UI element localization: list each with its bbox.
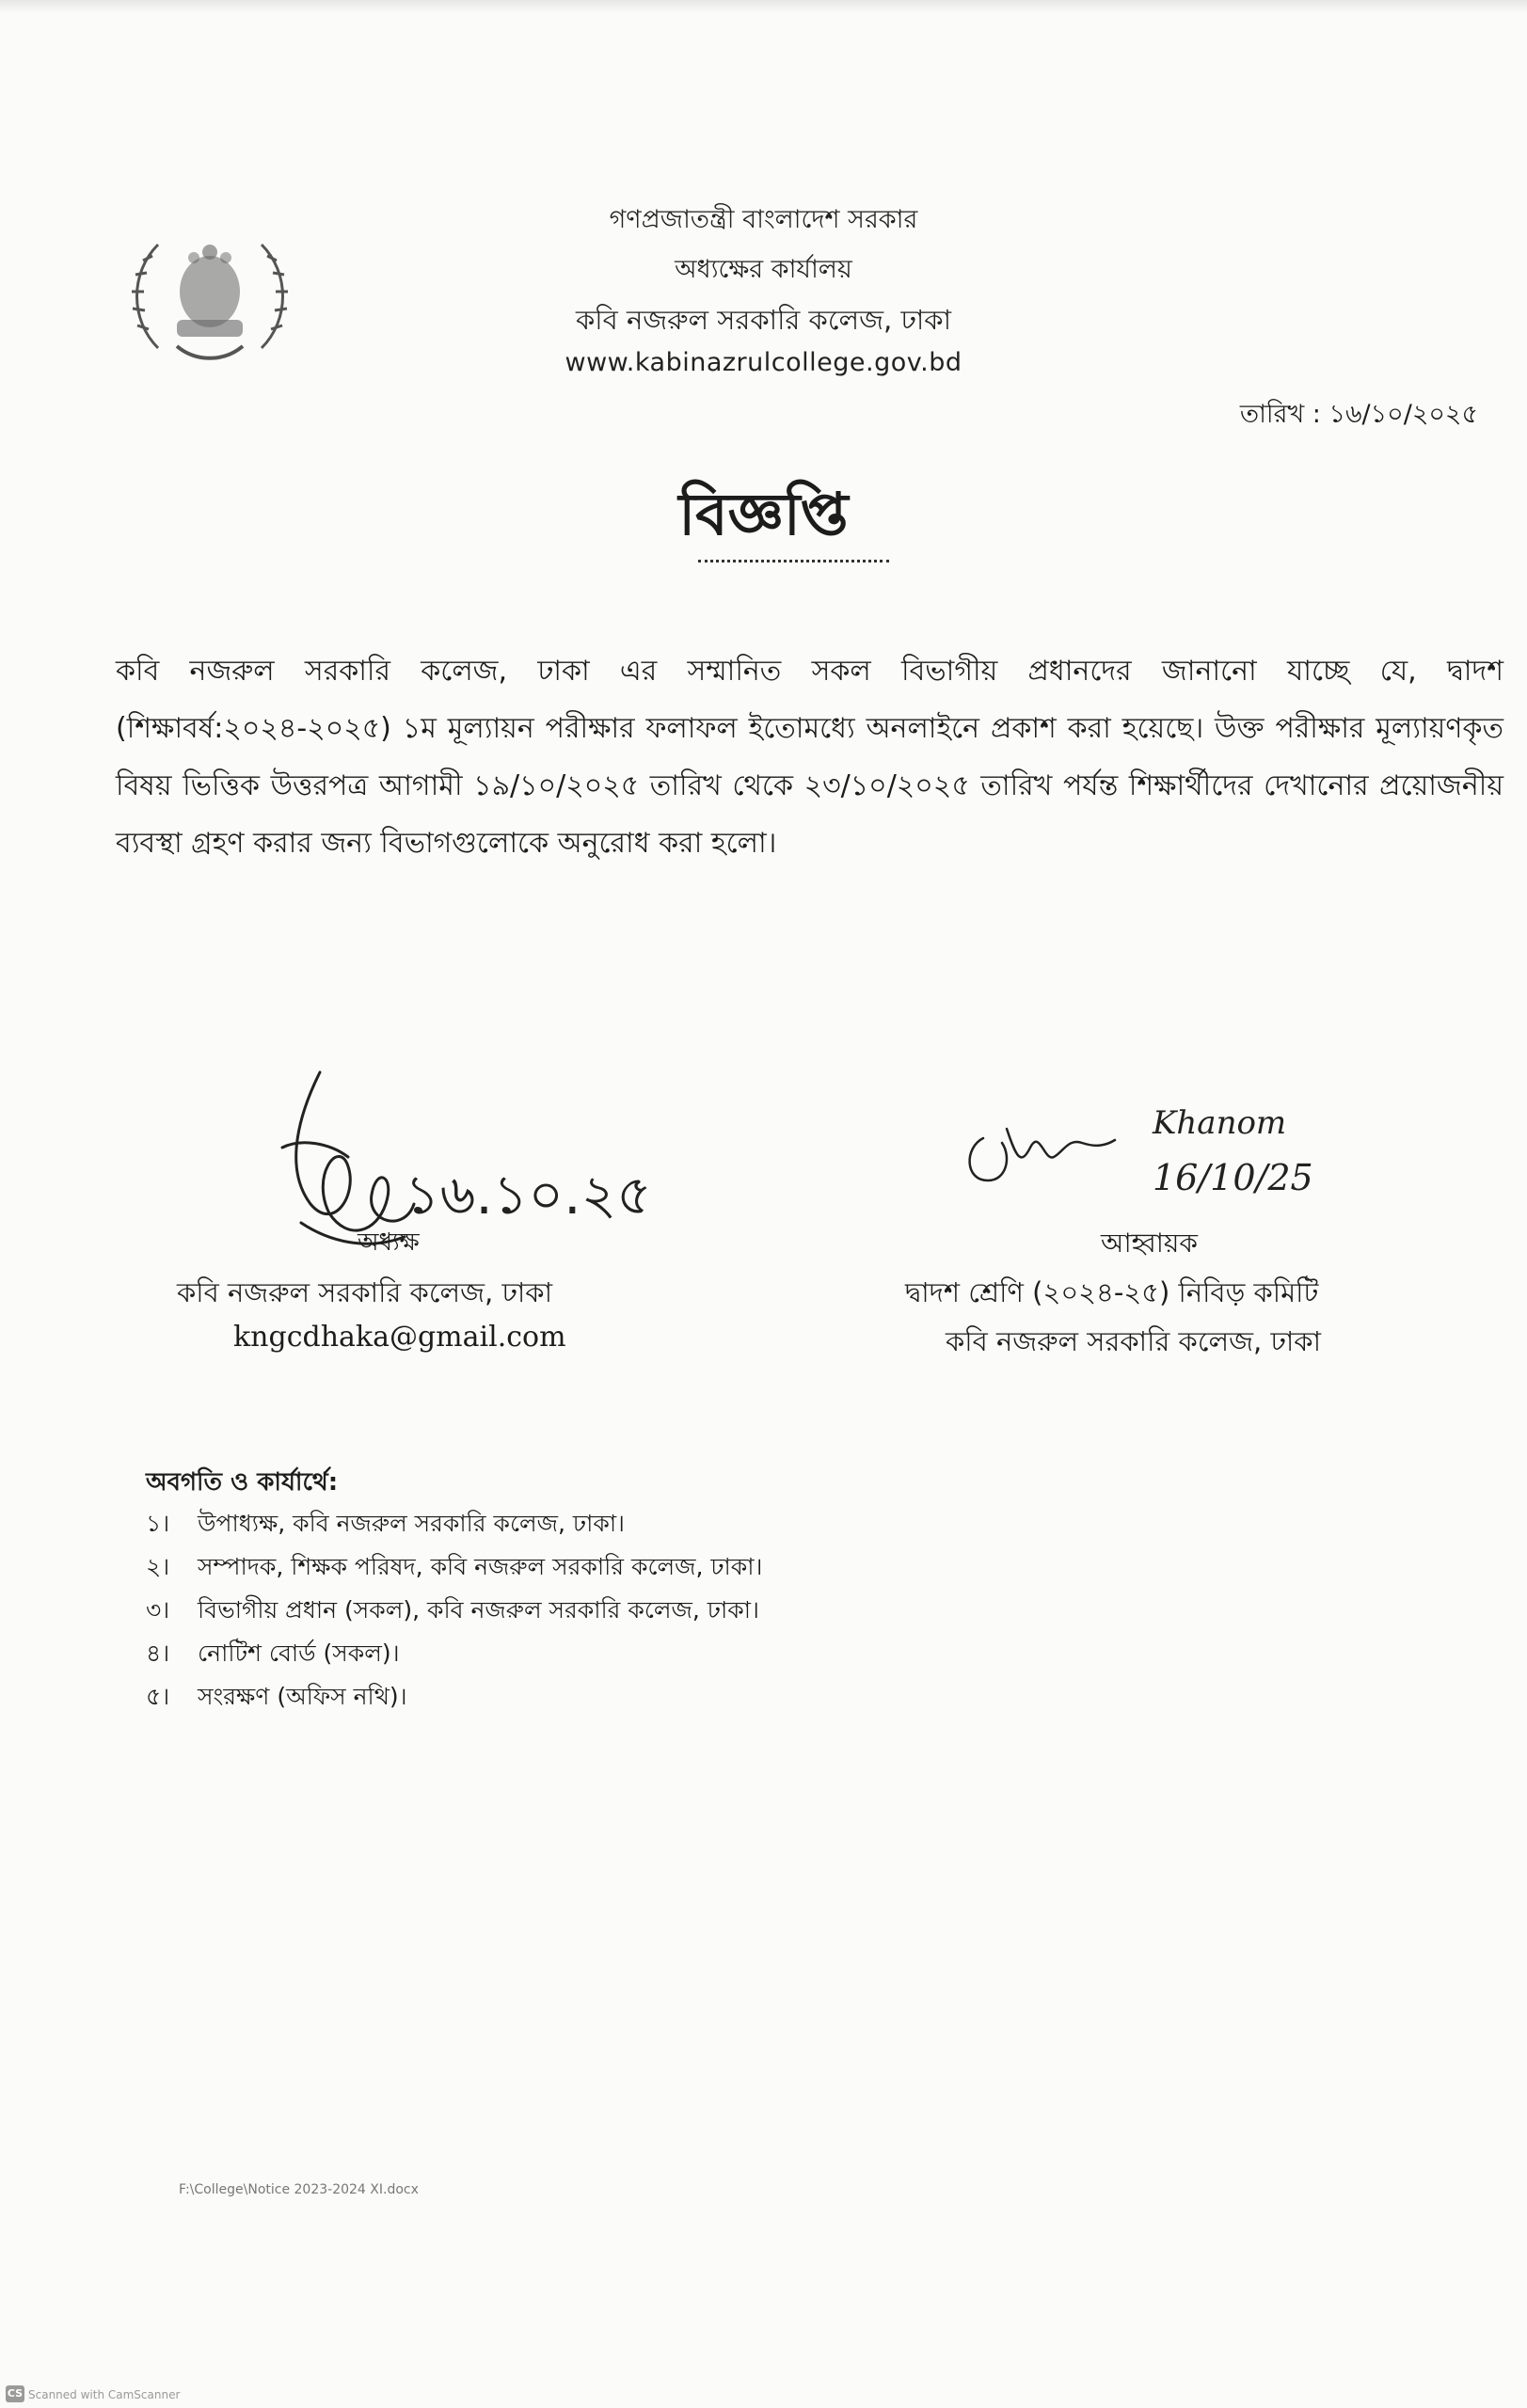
cc-heading: অবগতি ও কার্যার্থে: [146, 1468, 339, 1497]
scanner-watermark: Scanned with CamScanner [28, 2388, 181, 2401]
list-item: ২। সম্পাদক, শিক্ষক পরিষদ, কবি নজরুল সরকারি কলেজ, ঢাকা। [146, 1553, 763, 1580]
cc-list [146, 1505, 762, 1721]
convener-signature [955, 1091, 1425, 1223]
website-link[interactable]: www.kabinazrulcollege.gov.bd [565, 348, 962, 377]
list-item: ৩। বিভাগীয় প্রধান (সকল), কবি নজরুল সরকারি কলেজ, ঢাকা। [146, 1596, 759, 1624]
college-name: কবি নজরুল সরকারি কলেজ, ঢাকা [576, 304, 951, 336]
principal-signature-date: ১৬.১০.২৫ [405, 1163, 652, 1227]
convener-signature-date: 16/10/25 [1153, 1157, 1313, 1198]
principal-org: কবি নজরুল সরকারি কলেজ, ঢাকা [177, 1276, 552, 1308]
camscanner-logo-icon: CS [6, 2385, 24, 2402]
convener-committee: দ্বাদশ শ্রেণি (২০২৪-২৫) নিবিড় কমিটি [905, 1276, 1319, 1308]
government-name: গণপ্রজাতন্ত্রী বাংলাদেশ সরকার [609, 205, 918, 234]
file-path-footer: F:\College\Notice 2023-2024 XI.docx [179, 2182, 419, 2197]
title-underline [698, 560, 889, 562]
office-name: অধ্যক্ষের কার্যালয় [675, 255, 852, 284]
principal-signature [245, 1054, 734, 1270]
page-title: বিজ্ঞপ্তি [678, 480, 849, 548]
list-item: ১। উপাধ্যক্ষ, কবি নজরুল সরকারি কলেজ, ঢাকা। [146, 1510, 626, 1537]
convener-title: আহ্বায়ক [1101, 1228, 1199, 1259]
list-item: ৫। সংরক্ষণ (অফিস নথি)। [146, 1683, 407, 1710]
notice-body: কবি নজরুল সরকারি কলেজ, ঢাকা এর সম্মানিত সকল বিভাগীয় প্রধানদের জানানো যাচ্ছে যে, দ্বাদশ (শিক্ষাবর্ষ:২০২৪-২০২৫) ১ম মূল্যায়ন পরীক্ষার ফলাফল ইতোমধ্যে অনলাইনে প্রকাশ করা হয়েছে। উক্ত পরীক্ষার মূল্যায়ণকৃত বিষয় ভিত্তিক উত্তরপত্র আগামী ১৯/১০/২০২৫ তারিখ থেকে ২৩/১০/২০২৫ তারিখ পর্যন্ত শিক্ষার্থীদের দেখানোর প্রয়োজনীয় ব্যবস্থা গ্রহণ করার জন্য বিভাগগুলোকে অনুরোধ করা হলো। [116, 655, 1503, 860]
bangladesh-emblem-icon [120, 226, 299, 367]
convener-org: কবি নজরুল সরকারি কলেজ, ঢাকা [946, 1325, 1321, 1357]
convener-signature-name: Khanom [1153, 1104, 1287, 1142]
principal-email[interactable]: kngcdhaka@gmail.com [233, 1321, 566, 1354]
scan-edge-noise [0, 0, 1527, 13]
list-item: ৪। নোটিশ বোর্ড (সকল)। [146, 1640, 400, 1667]
notice-date: তারিখ : ১৬/১০/২০২৫ [1239, 400, 1478, 429]
principal-title: অধ্যক্ষ [358, 1228, 420, 1257]
